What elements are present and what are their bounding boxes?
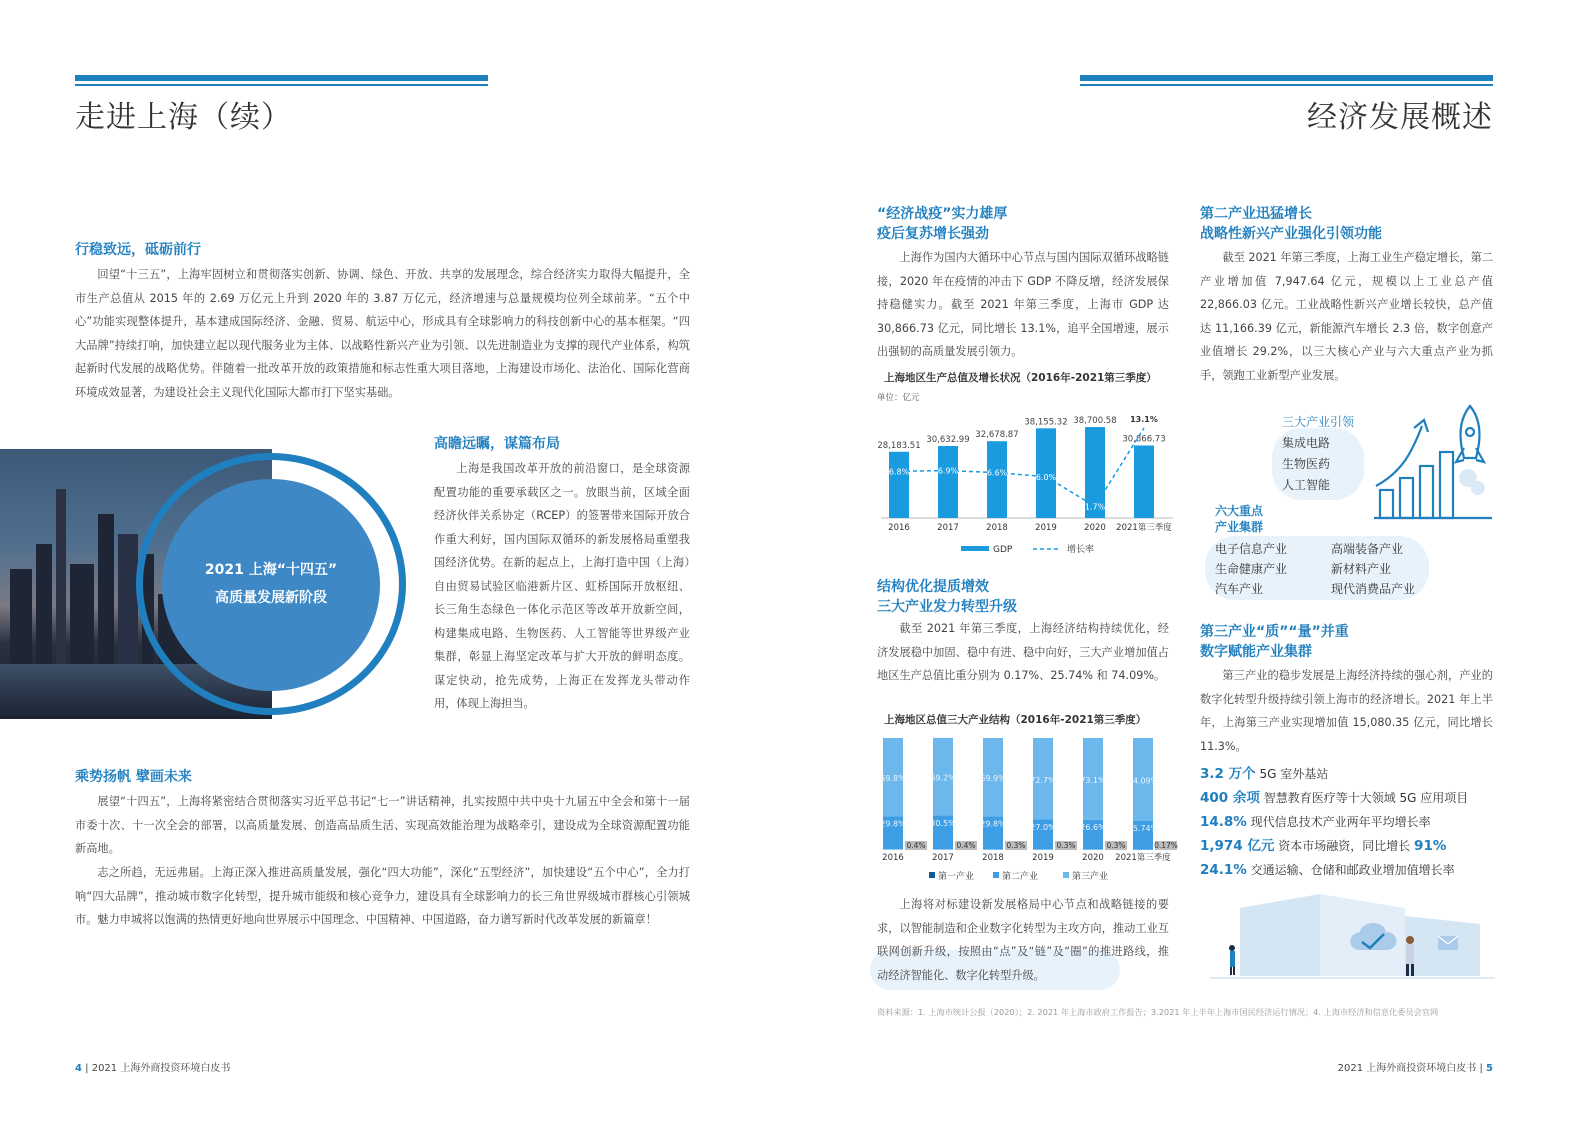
industry-item: 生物医药 (1282, 457, 1331, 471)
page-title-left: 走进上海（续） (75, 100, 292, 135)
page-title-right: 经济发展概述 (1307, 100, 1493, 135)
growth-rate-label: 6.8% (888, 467, 910, 477)
section-body: 第三产业的稳步发展是上海经济持续的强心剂，产业的数字化转型升级持续引领上海市的经济增长。2021 年上半年，上海第三产业实现增加值 15,080.35 亿元，同比增长 11.3%。 (1200, 669, 1493, 753)
section-heading (877, 204, 1007, 244)
digital-city-illustration (1210, 886, 1495, 986)
cluster-item: 现代消费品产业 (1331, 582, 1416, 596)
six-clusters-title (1215, 503, 1263, 535)
x-tick-label: 2019 (1035, 523, 1057, 533)
x-tick-label: 2017 (937, 523, 959, 533)
cluster-item: 生命健康产业 (1215, 562, 1288, 576)
legend-label: 第三产业 (1072, 872, 1109, 882)
growth-rate-label: 6.0% (1035, 472, 1057, 482)
x-tick-label: 2019 (1032, 853, 1054, 863)
gdp-value-label: 28,183.51 (877, 440, 921, 451)
legend-swatch (993, 872, 999, 878)
gdp-value-label: 30,632.99 (926, 435, 970, 446)
primary-industry-label: 0.4% (906, 841, 926, 850)
x-tick-label: 2017 (932, 853, 954, 863)
tertiary-industry-label: 69.8% (880, 773, 906, 783)
chart-title: 上海地区生产总值及增长状况（2016年-2021第三季度） (884, 372, 1157, 384)
legend-swatch (929, 872, 935, 878)
section-heading: 行稳致远，砥砺前行 (75, 242, 201, 258)
primary-industry-label: 0.17% (1154, 841, 1178, 850)
x-tick-label: 2021第三季度 (1115, 853, 1171, 863)
stat-text: 交通运输、仓储和邮政业增加值增长率 (1246, 863, 1455, 877)
secondary-industry-label: 25.74% (1127, 824, 1159, 834)
section-body: 志之所趋，无远弗届。上海正深入推进高质量发展，强化“四大功能”，深化“五型经济”，加快建设“五个中心”，全力打响“四大品牌”，推动城市数字化转型，提升城市能级和核心竞争力，建设具有全球影响力的长三角世界级城市群核心引领城市。魅力申城将以饱满的热情更好地向世界展示中国理念、中国精神、中国道路，奋力谱写新时代改革发展的新篇章！ (75, 866, 690, 926)
section-body: 上海作为国内大循环中心节点与国内国际双循环战略链接，2020 年在疫情的冲击下 GDP 不降反增，经济发展保持稳健实力。截至 2021 年第三季度，上海市 GDP 达 30,866.73 亿元，同比增长 13.1%，追平全国增速，展示出强韧的高质量发展引领力。 (877, 251, 1169, 358)
title-rule-thin (1080, 84, 1493, 86)
growth-rate-label: 13.1% (1130, 414, 1158, 424)
footer-text: 2021 上海外商投资环境白皮书 | (1337, 1063, 1483, 1074)
tertiary-industry-label: 69.9% (980, 774, 1006, 784)
heading-line-1: 第三产业“质”“量”并重 (1200, 624, 1349, 640)
heading-line-1: “经济战疫”实力雄厚 (877, 206, 1008, 222)
footer-text: | 2021 上海外商投资环境白皮书 (85, 1063, 231, 1074)
section-body: 上海是我国改革开放的前沿窗口，是全球资源配置功能的重要承载区之一。放眼当前，区域全面经济伙伴关系协定（RCEP）的签署带来国际开放合作重大利好，国内国际双循环的新发展格局重塑我国经济优势。在新的起点上，上海打造中国（上海）自由贸易试验区临港新片区、虹桥国际开放枢纽、长三角生态绿色一体化示范区等改革开放新空间，构建集成电路、生物医药、人工智能等世界级产业集群，彰显上海坚定改革与扩大开放的鲜明态度。谋定快动，抢先成势，上海正在发挥龙头带动作用，体现上海担当。 (434, 462, 690, 710)
x-tick-label: 2020 (1082, 853, 1104, 863)
section-body: 截至 2021 年第三季度，上海工业生产稳定增长，第二产业增加值 7,947.64 亿元，规模以上工业总产值 22,866.03 亿元。工业战略性新兴产业增长较快，总产值达 11,166.39 亿元，新能源汽车增长 2.3 倍，数字创意产业值增长 29.2%，以三大核心产业与六大重点产业为抓手，领跑工业新型产业发展。 (1200, 251, 1493, 382)
stat-text: 现代信息技术产业两年平均增长率 (1246, 815, 1431, 829)
stat-number: 3.2 万个 (1200, 766, 1256, 782)
section-body: 回望“十三五”，上海牢固树立和贯彻落实创新、协调、绿色、开放、共享的发展理念，综合经济实力取得大幅提升，全市生产总值从 2015 年的 2.69 万亿元上升到 2020 年的 3.87 万亿元，经济增速与总量规模均位列全球前茅。“五个中心”功能实现整体提升，基本建成国际经济、金融、贸易、航运中心，形成具有全球影响力的科技创新中心的基本框架。“四大品牌”持续打响，加快建立起以现代服务业为主体、以战略性新兴产业为引领、以先进制造业为支撑的现代产业体系，构筑起新时代发展的战略优势。伴随着一批改革开放的政策措施和标志性重大项目落地，上海建设市场化、法治化、国际化营商环境成效显著，为建设社会主义现代化国际大都市打下坚实基础。 (75, 268, 690, 399)
title-rule-thin (75, 84, 488, 86)
gdp-bar (987, 441, 1007, 518)
x-tick-label: 2018 (986, 523, 1008, 533)
three-industries-title: 三大产业引领 (1282, 415, 1355, 429)
heading-line-1: 第二产业迅猛增长 (1200, 206, 1312, 222)
gdp-bar (889, 452, 909, 518)
growth-rate-label: 6.9% (937, 466, 959, 476)
legend-label: 第一产业 (938, 872, 975, 882)
section-heading (1200, 622, 1349, 662)
primary-industry-label: 0.4% (956, 841, 976, 850)
stat-text: 资本市场融资，同比增长 (1274, 839, 1415, 853)
cluster-item: 电子信息产业 (1215, 542, 1288, 556)
tertiary-industry-label: 69.2% (930, 773, 956, 783)
gdp-value-label: 30,866.73 (1122, 434, 1166, 445)
stat-number: 14.8% (1200, 814, 1247, 830)
primary-industry-label: 0.3% (1106, 841, 1126, 850)
page-number: 5 (1486, 1063, 1493, 1074)
stat-item (1200, 786, 1468, 810)
gdp-bar (938, 446, 958, 518)
page-number: 4 (75, 1063, 82, 1074)
secondary-industry-label: 29.8% (880, 819, 906, 829)
title-rule (1080, 75, 1493, 81)
tertiary-industry-label: 72.7% (1030, 775, 1056, 785)
heading-line-1: 结构优化提质增效 (877, 579, 989, 595)
six-title-line-2: 产业集群 (1215, 520, 1264, 534)
cluster-item: 汽车产业 (1215, 582, 1264, 596)
chart-unit-label: 单位：亿元 (877, 393, 920, 403)
cluster-item: 高端装备产业 (1331, 542, 1404, 556)
x-tick-label: 2021第三季度 (1116, 523, 1172, 533)
theme-circle-text (162, 556, 380, 612)
heading-line-2: 战略性新兴产业强化引领功能 (1200, 226, 1382, 242)
six-clusters-list (1215, 539, 1425, 599)
stat-number: 24.1% (1200, 862, 1247, 878)
x-tick-label: 2016 (888, 523, 910, 533)
secondary-industry-label: 29.8% (980, 819, 1006, 829)
page-footer-left (75, 1059, 230, 1074)
theme-line-1: 2021 上海“十四五” (204, 562, 338, 578)
section-body: 上海将对标建设新发展格局中心节点和战略链接的要求，以智能制造和企业数字化转型为主攻方向，推动工业互联网创新升级，按照由“点”及“链”及“圈”的推进路线，推动经济智能化、数字化转型升级。 (877, 898, 1169, 982)
source-note: 资料来源：1. 上海市统计公报（2020）；2. 2021 年上海市政府工作报告；3.2021 年上半年上海市国民经济运行情况；4. 上海市经济和信息化委员会官网 (877, 1007, 1439, 1017)
stat-item (1200, 834, 1468, 858)
section-body: 截至 2021 年第三季度，上海经济结构持续优化，经济发展稳中加固、稳中有进、稳中向好，三大产业增加值占地区生产总值比重分别为 0.17%、25.74% 和 74.09%。 (877, 622, 1169, 682)
gdp-bar (1134, 445, 1154, 518)
gdp-value-label: 32,678.87 (975, 430, 1019, 441)
growth-rate-label: 6.6% (986, 468, 1008, 478)
stat-suffix: 91% (1414, 838, 1447, 854)
six-title-line-1: 六大重点 (1215, 504, 1264, 518)
legend-gdp-label: GDP (993, 545, 1013, 555)
page-footer-right (1200, 1059, 1493, 1074)
stat-text: 智慧教育医疗等十大领域 5G 应用项目 (1259, 791, 1469, 805)
cluster-item: 新材料产业 (1331, 562, 1392, 576)
stat-number: 400 余项 (1200, 790, 1260, 806)
legend-growth-label: 增长率 (1067, 545, 1095, 555)
secondary-industry-label: 30.5% (930, 818, 956, 828)
stat-item (1200, 858, 1468, 882)
section-heading: 乘势扬帆 擘画未来 (75, 769, 192, 785)
primary-industry-label: 0.3% (1006, 841, 1026, 850)
industry-item: 集成电路 (1282, 436, 1331, 450)
section-heading (1200, 204, 1382, 244)
section-body: 展望“十四五”，上海将紧密结合贯彻落实习近平总书记“七一”讲话精神，扎实按照中共中央十九届五中全会和第十一届市委十次、十一次全会的部署，以高质量发展、创造高品质生活、实现高效能治理为战略牵引，建设成为全球资源配置功能新高地。 (75, 795, 690, 855)
theme-line-2: 高质量发展新阶段 (215, 590, 327, 606)
heading-line-2: 疫后复苏增长强劲 (877, 226, 989, 242)
growth-rocket-icon (1372, 402, 1494, 524)
heading-line-2: 数字赋能产业集群 (1200, 644, 1312, 660)
title-rule (75, 75, 488, 81)
gdp-chart (875, 388, 1175, 563)
industry-item: 人工智能 (1282, 478, 1331, 492)
primary-industry-label: 0.3% (1056, 841, 1076, 850)
legend-swatch (1063, 872, 1069, 878)
x-tick-label: 2018 (982, 853, 1004, 863)
stat-number: 1,974 亿元 (1200, 838, 1275, 854)
secondary-industry-label: 27.0% (1030, 822, 1056, 832)
stat-text: 5G 室外基站 (1255, 767, 1329, 781)
three-industries (1282, 412, 1354, 496)
chart-title: 上海地区总值三大产业结构（2016年-2021第三季度） (884, 714, 1147, 726)
legend-gdp-swatch (961, 546, 989, 551)
section-heading (877, 577, 1017, 617)
section-heading: 高瞻远瞩，谋篇布局 (434, 436, 560, 452)
gdp-value-label: 38,155.32 (1024, 417, 1068, 428)
tertiary-industry-label: 74.09% (1127, 776, 1159, 786)
stat-item (1200, 810, 1468, 834)
stats-list (1200, 762, 1468, 882)
legend-label: 第二产业 (1002, 872, 1039, 882)
growth-rate-label: 1.7% (1084, 502, 1106, 512)
tertiary-industry-label: 73.1% (1080, 776, 1106, 786)
x-tick-label: 2020 (1084, 523, 1106, 533)
secondary-industry-label: 26.6% (1080, 823, 1106, 833)
x-tick-label: 2016 (882, 853, 904, 863)
industry-structure-chart (875, 730, 1178, 885)
heading-line-2: 三大产业发力转型升级 (877, 599, 1017, 615)
gdp-value-label: 38,700.58 (1073, 416, 1117, 427)
stat-item (1200, 762, 1468, 786)
